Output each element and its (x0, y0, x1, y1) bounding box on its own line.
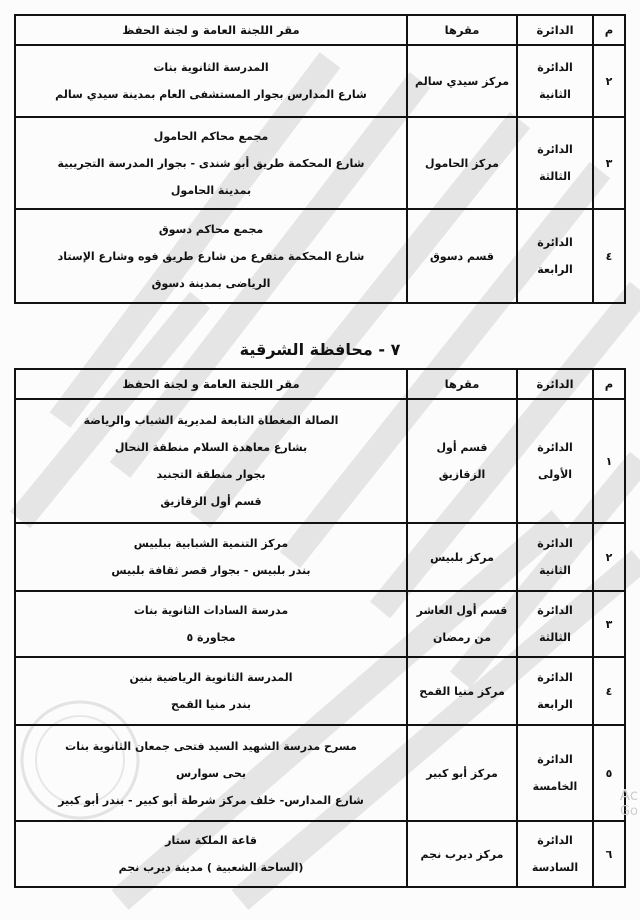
row-num: ١ (593, 399, 625, 523)
table-row (15, 209, 625, 303)
committee-line: الرياضى بمدينة دسوق (151, 276, 271, 290)
row-hq: قسم أول العاشر من رمضان (407, 591, 517, 657)
row-district: الدائرة الثانية (517, 523, 593, 591)
row-num: ٤ (593, 209, 625, 303)
table-row (15, 657, 625, 725)
row-committee (15, 523, 407, 591)
committee-line: قسم أول الزقازيق (160, 495, 262, 508)
table-row (15, 821, 625, 887)
row-committee (15, 209, 407, 303)
header-district: الدائرة (517, 369, 593, 399)
committee-line: بحى سوارس (175, 766, 246, 780)
row-num: ٦ (593, 821, 625, 887)
committee-line: بجوار منطقة التجنيد (156, 468, 266, 481)
row-hq: مركز بلبيس (407, 523, 517, 591)
committee-line: شارع المحكمة طريق أبو شندى - بجوار المدرسة التجريبية (57, 156, 365, 170)
row-district: الدائرة الرابعة (517, 209, 593, 303)
row-committee (15, 117, 407, 209)
committee-line: المدرسة الثانوية بنات (153, 61, 269, 74)
row-district: الدائرة الخامسة (517, 725, 593, 821)
header-num: م (593, 15, 625, 45)
committee-line: مدرسة السادات الثانوية بنات (133, 604, 289, 617)
row-district: الدائرة السادسة (517, 821, 593, 887)
committee-line: مجمع محاكم الحامول (153, 129, 269, 143)
row-committee (15, 399, 407, 523)
committee-line: شارع المدارس بجوار المستشفى العام بمدينة سيدي سالم (55, 88, 367, 101)
header-district: الدائرة (517, 15, 593, 45)
row-district: الدائرة الثانية (517, 45, 593, 117)
row-num: ٢ (593, 523, 625, 591)
table-row (15, 399, 625, 523)
table-header-row (15, 369, 625, 399)
committee-line: مجمع محاكم دسوق (158, 222, 264, 236)
constituency-table-2 (14, 368, 626, 888)
header-committee: مقر اللجنة العامة و لجنة الحفظ (15, 15, 407, 45)
table-row (15, 117, 625, 209)
row-num: ٣ (593, 117, 625, 209)
committee-line: مسرح مدرسة الشهيد السيد فتحى جمعان الثانوية بنات (65, 739, 357, 753)
row-hq: مركز ديرب نجم (407, 821, 517, 887)
row-hq: قسم دسوق (407, 209, 517, 303)
row-district: الدائرة الرابعة (517, 657, 593, 725)
committee-line: الصالة المغطاة التابعة لمديرية الشباب والرياضة (83, 414, 339, 427)
committee-line: بمدينة الحامول (170, 183, 252, 197)
committee-line: شارع المحكمة متفرع من شارع طريق فوه وشارع الإستاد (57, 249, 365, 263)
row-committee (15, 725, 407, 821)
table-row (15, 45, 625, 117)
row-num: ٤ (593, 657, 625, 725)
table-row (15, 725, 625, 821)
row-num: ٣ (593, 591, 625, 657)
row-hq: مركز منيا القمح (407, 657, 517, 725)
committee-line: مركز التنمية الشبابية ببلبيس (133, 537, 289, 550)
row-committee (15, 45, 407, 117)
row-district: الدائرة الثالثة (517, 591, 593, 657)
table-row (15, 591, 625, 657)
committee-line: (الساحة الشعبية ) مدينة ديرب نجم (118, 861, 304, 874)
committee-line: بشارع معاهدة السلام منطقة النحال (114, 441, 308, 454)
row-num: ٥ (593, 725, 625, 821)
row-hq: قسم أول الزقازيق (407, 399, 517, 523)
row-hq: مركز سيدي سالم (407, 45, 517, 117)
header-hq: مقرها (407, 369, 517, 399)
committee-line: شارع المدارس- خلف مركز شرطة أبو كبير - بندر أبو كبير (58, 793, 364, 807)
row-num: ٢ (593, 45, 625, 117)
committee-line: المدرسة الثانوية الرياضية بنين (129, 671, 293, 684)
committee-line: بندر بلبيس - بجوار قصر ثقافة بلبيس (111, 564, 311, 577)
row-hq: مركز أبو كبير (407, 725, 517, 821)
row-hq: مركز الحامول (407, 117, 517, 209)
table-header-row (15, 15, 625, 45)
committee-line: قاعة الملكة ستار (165, 834, 257, 847)
header-committee: مقر اللجنة العامة و لجنة الحفظ (15, 369, 407, 399)
row-committee (15, 591, 407, 657)
constituency-table-1 (14, 14, 626, 304)
header-num: م (593, 369, 625, 399)
header-hq: مقرها (407, 15, 517, 45)
row-committee (15, 657, 407, 725)
row-committee (15, 821, 407, 887)
row-district: الدائرة الأولى (517, 399, 593, 523)
committee-line: مجاورة ٥ (186, 631, 236, 644)
row-district: الدائرة الثالثة (517, 117, 593, 209)
overlay-text-2: Go (619, 804, 638, 819)
overlay-text-1: Ac (619, 786, 638, 804)
governorate-heading: ٧ - محافظة الشرقية (239, 340, 401, 359)
table-row (15, 523, 625, 591)
committee-line: بندر منيا القمح (170, 698, 251, 711)
